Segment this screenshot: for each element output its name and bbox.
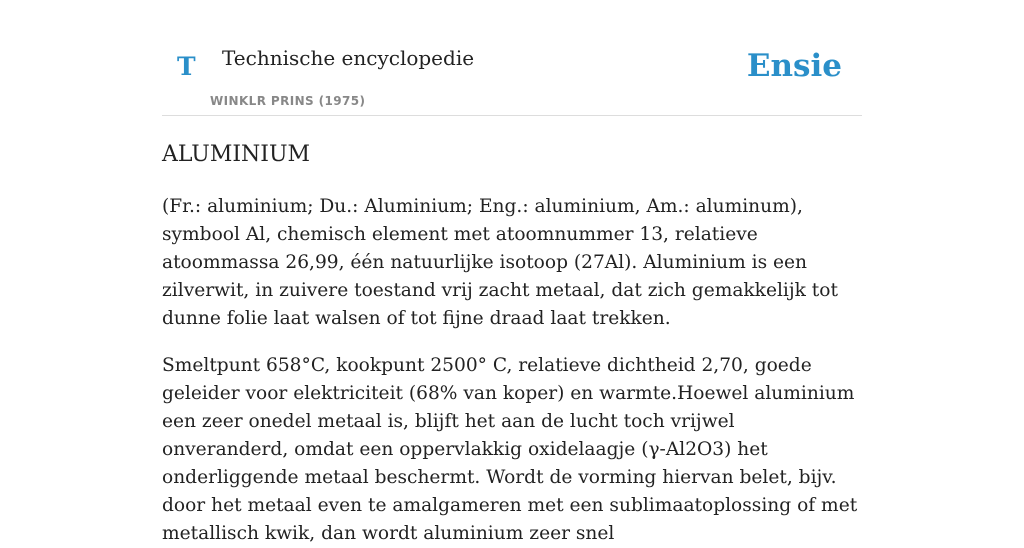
source-title[interactable]: Technische encyclopedie (222, 46, 475, 70)
source-initial-icon: T (177, 52, 196, 81)
site-logo[interactable]: Ensie (746, 48, 842, 84)
article-body (162, 193, 862, 548)
source-header (162, 0, 862, 116)
source-edition: WINKLR PRINS (1975) (210, 94, 366, 108)
article-paragraph: Smeltpunt 658°C, kookpunt 2500° C, relatieve dichtheid 2,70, goede geleider voor elektriciteit (68% van koper) en warmte.Hoewel aluminium een zeer onedel metaal is, blijft het aan de lucht toch vrijwel onveranderd, omdat een oppervlakkig oxidelaagje (γ-Al2O3) het onderliggende metaal beschermt. Wordt de vorming hiervan belet, bijv. door het metaal even te amalgameren met een sublimaatoplossing of met metallisch kwik, dan wordt aluminium zeer snel (162, 355, 858, 545)
article-paragraph: (Fr.: aluminium; Du.: Aluminium; Eng.: aluminium, Am.: aluminum), symbool Al, chemisch element met atoomnummer 13, relatieve atoommassa 26,99, één natuurlijke isotoop (27Al). Aluminium is een zilverwit, in zuivere toestand vrij zacht metaal, dat zich gemakkelijk tot dunne folie laat walsen of tot fijne draad laat trekken. (162, 196, 838, 330)
page (162, 0, 862, 545)
article-title: ALUMINIUM (162, 142, 311, 167)
